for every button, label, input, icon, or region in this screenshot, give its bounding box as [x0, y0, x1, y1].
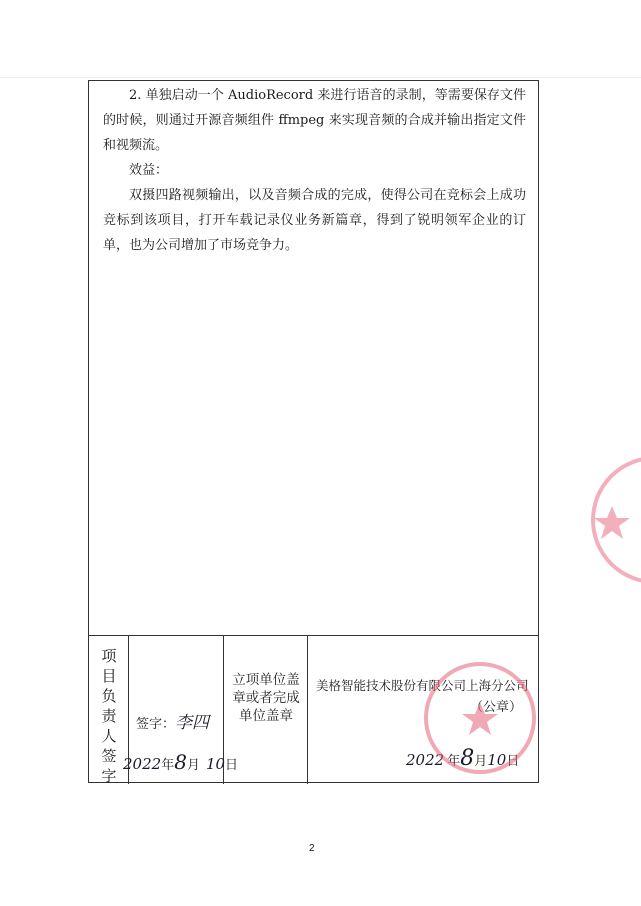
label-char: 项 — [101, 647, 117, 665]
paragraph-2: 效益： — [129, 163, 169, 178]
right-date-day: 10 — [487, 751, 507, 769]
signature-label-text: 签字： — [136, 717, 176, 732]
label-char: 人 — [101, 727, 117, 745]
right-date-month-unit: 月 — [474, 754, 488, 769]
page-number: 2 — [309, 843, 315, 854]
right-date-year: 2022 — [406, 751, 445, 769]
scan-artifact-line — [0, 77, 641, 78]
left-date-day: 10 — [205, 755, 226, 773]
benefit-description — [89, 81, 538, 636]
label-char: 签 — [101, 747, 117, 765]
label-char: 目 — [101, 667, 117, 685]
company-name: 美格智能技术股份有限公司上海分公司 — [316, 678, 529, 693]
stamp-label: 立项单位盖章或者完成单位盖章 — [232, 672, 300, 724]
right-date-month: 8 — [460, 746, 475, 771]
star-icon — [462, 702, 498, 735]
star-icon — [594, 506, 630, 539]
paragraph-1: 2. 单独启动一个 AudioRecord 来进行语音的录制，等需要保存文件的时候，则通过开源音频组件 ffmpeg 来实现音频的合成并输出指定文件和视频流。 — [103, 88, 526, 153]
paragraph-3: 双摄四路视频输出，以及音频合成的完成，使得公司在竞标会上成功竞标到该项目，打开车载记录仪业务新篇章，得到了锐明领军企业的订单，也为公司增加了市场竞争力。 — [103, 188, 526, 253]
right-date-day-unit: 日 — [506, 754, 520, 769]
company-seal-stamp — [420, 658, 540, 778]
official-seal-label: （公章） — [470, 700, 523, 715]
label-char: 责 — [101, 707, 117, 725]
signature-cell — [123, 636, 239, 784]
left-date-year-unit: 年 — [161, 758, 175, 773]
handwritten-signature: 李四 — [175, 713, 210, 733]
left-date-month-unit: 月 — [186, 758, 200, 773]
left-date-day-unit: 日 — [225, 758, 239, 773]
label-char: 负 — [101, 687, 117, 705]
label-char: 字 — [101, 767, 117, 785]
edge-seal-stamp — [560, 450, 641, 590]
left-date-month: 8 — [174, 750, 187, 774]
right-date-year-unit: 年 — [447, 754, 461, 769]
left-date-year: 2022 — [123, 755, 162, 773]
stamp-label-cell — [224, 636, 308, 784]
project-lead-label — [98, 646, 120, 786]
left-date — [123, 750, 238, 774]
signature-label — [136, 708, 209, 733]
